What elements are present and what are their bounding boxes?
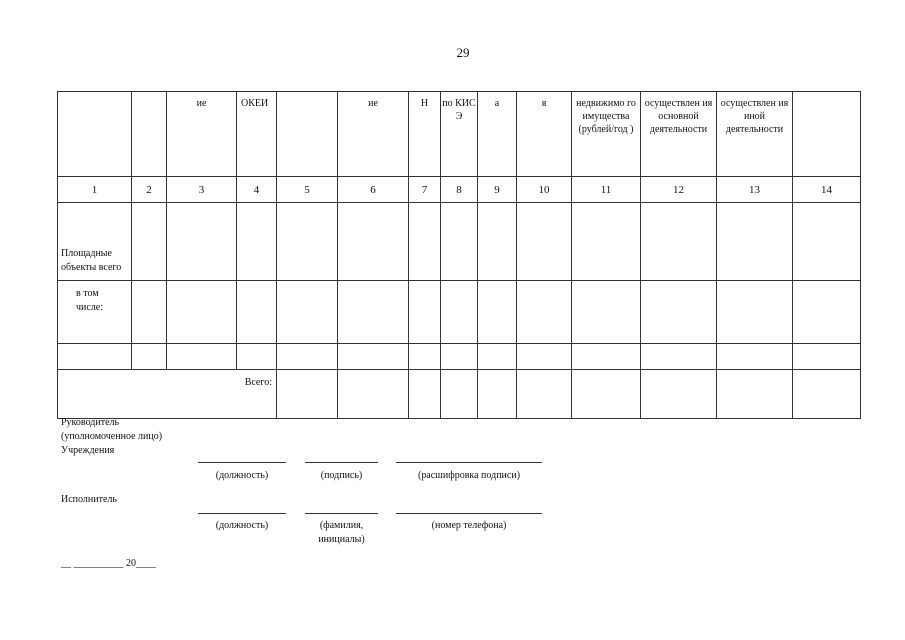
head-label: Руководитель [61,417,120,428]
header-cell [793,92,861,177]
table-cell [517,370,572,419]
header-cell: осуществлен ия основной деятельности [641,92,717,177]
header-cell-okei: ОКЕИ [237,92,277,177]
header-cell: недвижимо го имущества (рублей/год ) [572,92,641,177]
table-cell [572,370,641,419]
table-cell [717,344,793,370]
column-number: 1 [58,177,132,203]
table-cell [441,370,478,419]
executor-name-caption: (фамилия, инициалы) [318,520,365,545]
table-cell [441,344,478,370]
header-cell: я [517,92,572,177]
column-number: 3 [167,177,237,203]
column-number: 10 [517,177,572,203]
position-caption: (должность) [215,470,269,481]
table-cell [441,203,478,281]
header-cell [132,92,167,177]
executor-label: Исполнитель [61,494,117,505]
table-row-including [58,281,861,344]
signature-decoding-line [396,462,542,463]
table-row-total [58,370,861,419]
header-cell: осуществлен ия иной деятельности [717,92,793,177]
page-number: 29 [456,45,470,60]
total-label: Всего: [58,370,277,419]
column-number: 7 [409,177,441,203]
table-cell [167,281,237,344]
table-cell [277,203,338,281]
table-cell [409,281,441,344]
header-cell: по КИС Э [441,92,478,177]
column-number-row [58,177,861,203]
table-cell [478,203,517,281]
signature-line [305,462,378,463]
table-cell [572,344,641,370]
table-cell [132,344,167,370]
column-number: 4 [237,177,277,203]
table-cell [237,281,277,344]
table-cell [58,344,132,370]
table-cell [717,370,793,419]
column-number: 9 [478,177,517,203]
table-row-empty [58,344,861,370]
table-cell [441,281,478,344]
column-number: 12 [641,177,717,203]
table-cell [517,281,572,344]
table-cell [478,281,517,344]
column-number: 5 [277,177,338,203]
row-label-including: в том числе: [58,281,132,344]
header-cell: а [478,92,517,177]
header-cell: ие [167,92,237,177]
executor-name-line [305,513,378,514]
column-number: 8 [441,177,478,203]
table-cell [409,203,441,281]
table-cell [793,203,861,281]
table-cell [478,370,517,419]
table-cell [478,344,517,370]
table-cell [277,370,338,419]
header-cell: Н [409,92,441,177]
table-cell [409,344,441,370]
phone-line [396,513,542,514]
table-cell [641,344,717,370]
column-number: 2 [132,177,167,203]
decoding-caption: (расшифровка подписи) [417,470,521,481]
table-cell [409,370,441,419]
header-cell: ие [338,92,409,177]
table-cell [717,281,793,344]
table-cell [338,203,409,281]
table-cell [338,344,409,370]
property-table [57,91,861,419]
row-label-area-objects: Площадные объекты всего [58,203,132,281]
table-cell [793,370,861,419]
table-cell [517,344,572,370]
table-cell [237,344,277,370]
executor-position-caption: (должность) [215,520,269,531]
table-cell [338,281,409,344]
header-cell [277,92,338,177]
column-number: 11 [572,177,641,203]
header-cell [58,92,132,177]
executor-position-line [198,513,286,514]
column-number: 13 [717,177,793,203]
position-line [198,462,286,463]
table-cell [277,281,338,344]
table-cell [793,281,861,344]
institution-label: Учреждения [61,445,115,456]
table-cell [277,344,338,370]
table-row-area-objects [58,203,861,281]
table-cell [641,370,717,419]
table-cell [717,203,793,281]
table-cell [237,203,277,281]
table-header-row [58,92,861,177]
date-line: __ __________ 20____ [61,558,156,569]
table-cell [167,344,237,370]
column-number: 6 [338,177,409,203]
table-cell [517,203,572,281]
phone-caption: (номер телефона) [431,520,507,531]
table-cell [132,203,167,281]
head-authorized-label: (уполномоченное лицо) [61,431,163,442]
table-cell [641,203,717,281]
table-cell [641,281,717,344]
table-cell [132,281,167,344]
table-cell [338,370,409,419]
table-cell [572,281,641,344]
table-cell [572,203,641,281]
table-cell [793,344,861,370]
table-cell [167,203,237,281]
column-number: 14 [793,177,861,203]
signature-caption: (подпись) [320,470,363,481]
